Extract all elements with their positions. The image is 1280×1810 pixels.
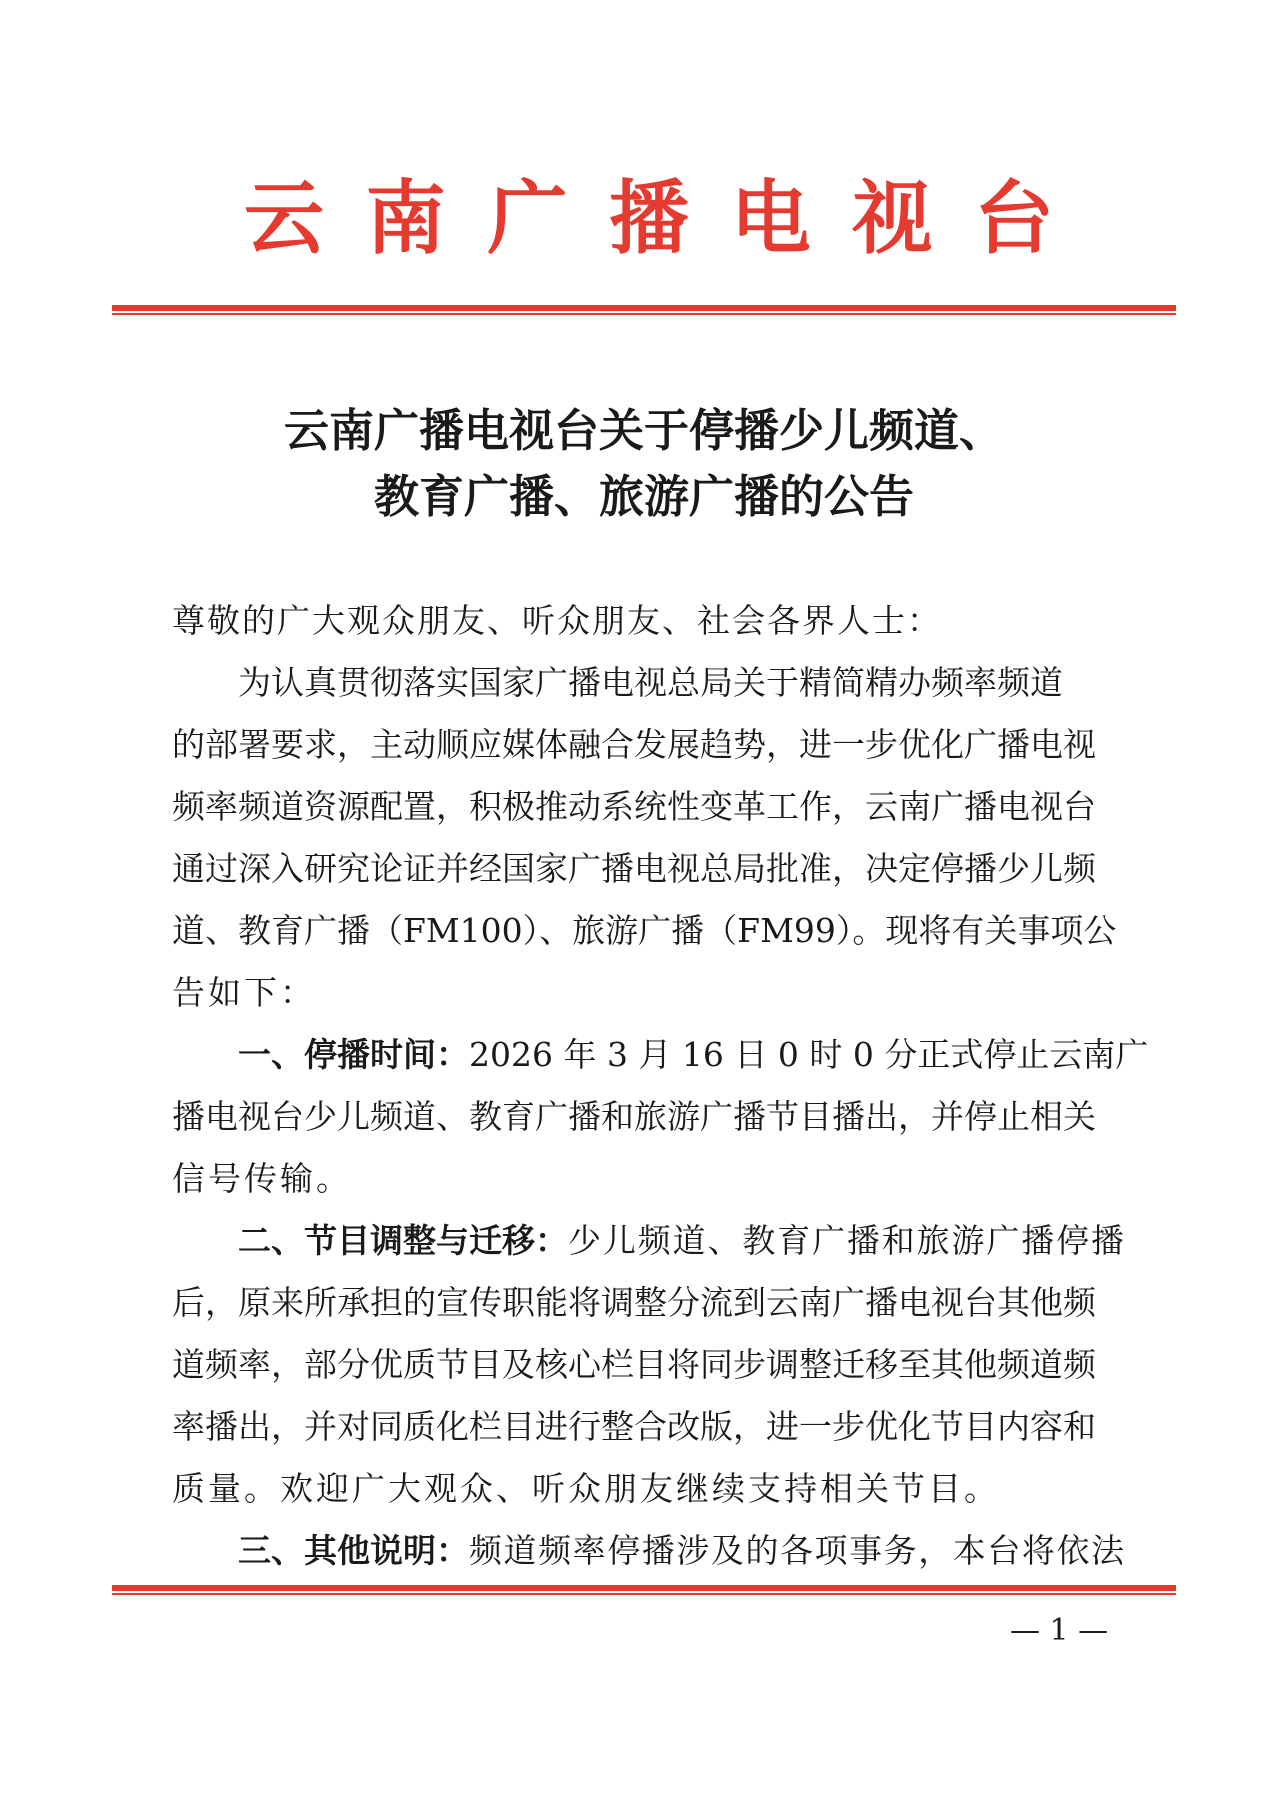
masthead-char: 南 — [365, 171, 446, 265]
masthead-char: 台 — [973, 171, 1054, 265]
intro-line: 通过深入研究论证并经国家广播电视总局批准，决定停播少儿频 — [172, 849, 1096, 888]
masthead-char: 播 — [608, 171, 689, 265]
intro-line: 道、教育广播（FM100）、旅游广播（FM99）。现将有关事项公 — [172, 911, 1117, 950]
document-title-line-1: 云南广播电视台关于停播少儿频道、 — [283, 404, 1004, 457]
section-1-line: 信号传输。 — [172, 1159, 352, 1198]
section-1-heading: 一、停播时间： — [238, 1035, 469, 1074]
intro-line: 的部署要求，主动顺应媒体融合发展趋势，进一步优化广播电视 — [172, 725, 1096, 764]
masthead — [244, 171, 1054, 265]
section-2-first-line — [238, 1210, 1124, 1272]
section-3-line: 频道频率停播涉及的各项事务，本台将依法 — [469, 1531, 1124, 1570]
page-number: — 1 — — [1010, 1613, 1109, 1648]
section-2-line: 少儿频道、教育广播和旅游广播停播 — [568, 1221, 1124, 1260]
section-2-line: 道频率，部分优质节目及核心栏目将同步调整迁移至其他频道频 — [172, 1345, 1096, 1384]
section-2-heading: 二、节目调整与迁移： — [238, 1221, 568, 1260]
section-2-line: 后，原来所承担的宣传职能将调整分流到云南广播电视台其他频 — [172, 1283, 1096, 1322]
salutation: 尊敬的广大观众朋友、听众朋友、社会各界人士： — [172, 601, 942, 640]
masthead-char: 广 — [487, 171, 568, 265]
section-2-line: 质量。欢迎广大观众、听众朋友继续支持相关节目。 — [172, 1469, 1000, 1508]
masthead-char: 云 — [244, 171, 324, 265]
header-divider — [112, 305, 1176, 315]
intro-line: 为认真贯彻落实国家广播电视总局关于精简精办频率频道 — [238, 663, 1063, 702]
section-2-line: 率播出，并对同质化栏目进行整合改版，进一步优化节目内容和 — [172, 1407, 1096, 1446]
masthead-char: 电 — [730, 171, 811, 265]
document-title-line-2: 教育广播、旅游广播的公告 — [373, 470, 914, 523]
section-1-line: 2026 年 3 月 16 日 0 时 0 分正式停止云南广 — [469, 1035, 1149, 1074]
section-3-heading: 三、其他说明： — [238, 1531, 469, 1570]
footer-divider — [112, 1585, 1176, 1595]
intro-line: 告如下： — [172, 973, 316, 1012]
section-3-first-line — [238, 1520, 1124, 1582]
masthead-char: 视 — [852, 171, 933, 265]
intro-line: 频率频道资源配置，积极推动系统性变革工作，云南广播电视台 — [172, 787, 1096, 826]
section-1-line: 播电视台少儿频道、教育广播和旅游广播节目播出，并停止相关 — [172, 1097, 1096, 1136]
section-1-first-line — [238, 1024, 1149, 1086]
